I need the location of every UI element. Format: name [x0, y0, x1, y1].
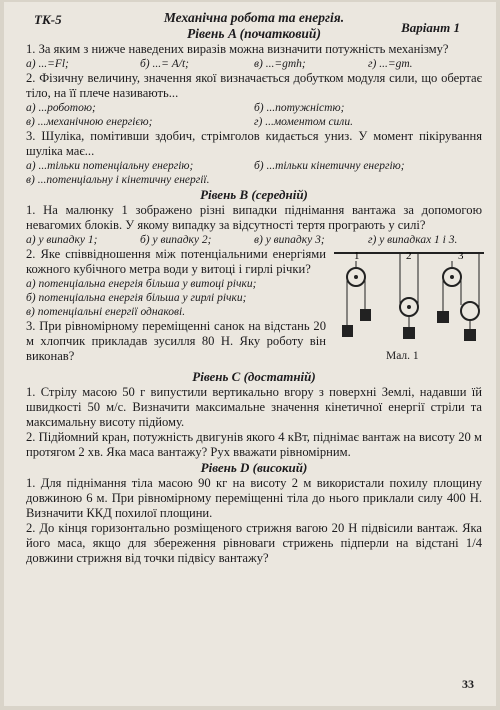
question-c2: 2. Підйомний кран, потужність двигунів якого 4 кВт, піднімає вантаж на висоту 20 м протягом 2 хв. Яка маса вантажу? Рух вважати рівномірним.	[26, 430, 482, 459]
question-a3: 3. Шуліка, помітивши здобич, стрімголов кидається униз. У момент пікірування шуліка має...	[26, 129, 482, 158]
question-b2-row	[26, 247, 482, 369]
option: б) потенціальна енергія більша у гирлі річки;	[26, 292, 247, 304]
option: а) потенціальна енергія більша у витоці річки;	[26, 278, 257, 290]
figure-caption: Мал. 1	[386, 350, 419, 362]
pulley-figure	[334, 247, 484, 369]
option: а) ...тільки потенціальну енергію;	[26, 160, 194, 172]
level-b-heading: Рівень B (середній)	[200, 187, 308, 202]
case-label-1: 1	[354, 250, 360, 262]
options-b2	[26, 277, 326, 319]
test-code: ТК-5	[34, 12, 62, 27]
question-a2: 2. Фізичну величину, значення якої визначається добутком модуля сили, що обертає тіло, на її плече називають...	[26, 71, 482, 100]
option: а) у випадку 1;	[26, 234, 98, 246]
options-b1	[26, 233, 482, 247]
level-a-heading: Рівень A (початковий)	[187, 26, 321, 41]
worksheet-page	[4, 2, 496, 706]
options-a1	[26, 57, 482, 71]
option: в) ...механічною енергією;	[26, 116, 153, 128]
question-b3: 3. При рівномірному переміщенні санок на відстань 20 м хлопчик прикладав зусилля 80 Н. Яку роботу він виконав?	[26, 319, 326, 363]
option: в) у випадку 3;	[254, 234, 325, 246]
option: б) ...потужністю;	[254, 102, 345, 114]
case-label-3: 3	[458, 250, 464, 262]
option: а) ...=Fl;	[26, 58, 69, 70]
options-a3	[26, 159, 482, 187]
option: г) у випадках 1 і 3.	[368, 234, 458, 246]
pulley-diagram	[334, 247, 484, 365]
level-c-heading: Рівень C (достатній)	[192, 369, 316, 384]
question-b2: 2. Яке співвідношення між потенціальними енергіями кожного кубічного метра води у витоці і гирлі річки?	[26, 247, 326, 276]
option: б) у випадку 2;	[140, 234, 212, 246]
option: а) ...роботою;	[26, 102, 96, 114]
option: г) ...=gm.	[368, 58, 413, 70]
variant-label: Варіант 1	[401, 20, 460, 35]
question-a1: 1. За яким з нижче наведених виразів можна визначити потужність механізму?	[26, 42, 449, 56]
question-c1: 1. Стрілу масою 50 г випустили вертикально вгору з поверхні Землі, надавши їй швидкості 50 м/с. Визначити максимальне значення кінетичної енергії стріли та максимальну висоту підйому.	[26, 385, 482, 429]
question-d2: 2. До кінця горизонтально розміщеного стрижня вагою 20 Н підвісили вантаж. Яка його маса, якщо для збереження рівноваги стрижень підперли на відстані 1/4 довжини стрижня від точки підвісу вантажу?	[26, 521, 482, 565]
question-d1: 1. Для піднімання тіла масою 90 кг на висоту 2 м використали похилу площину довжиною 6 м. При рівномірному переміщенні тіла до нього приклали силу 400 Н. Визначити ККД похилої площини.	[26, 476, 482, 520]
options-a2	[26, 101, 482, 129]
title-text: Механічна робота та енергія.	[163, 10, 345, 25]
option: в) ...=gmh;	[254, 58, 306, 70]
option: в) потенціальні енергії однакові.	[26, 306, 186, 318]
option: б) ...тільки кінетичну енергію;	[254, 160, 405, 172]
question-b1: 1. На малюнку 1 зображено різні випадки піднімання вантажа за допомогою невагомих блоків. У якому випадку за відсутності тертя програють у силі?	[26, 203, 482, 232]
header	[26, 8, 482, 42]
option: г) ...моментом сили.	[254, 116, 353, 128]
page-number: 33	[462, 677, 474, 691]
option: в) ...потенціальну і кінетичну енергії.	[26, 174, 210, 186]
option: б) ...= A/t;	[140, 58, 189, 70]
level-d-heading: Рівень D (високий)	[200, 460, 308, 475]
case-label-2: 2	[406, 250, 412, 262]
